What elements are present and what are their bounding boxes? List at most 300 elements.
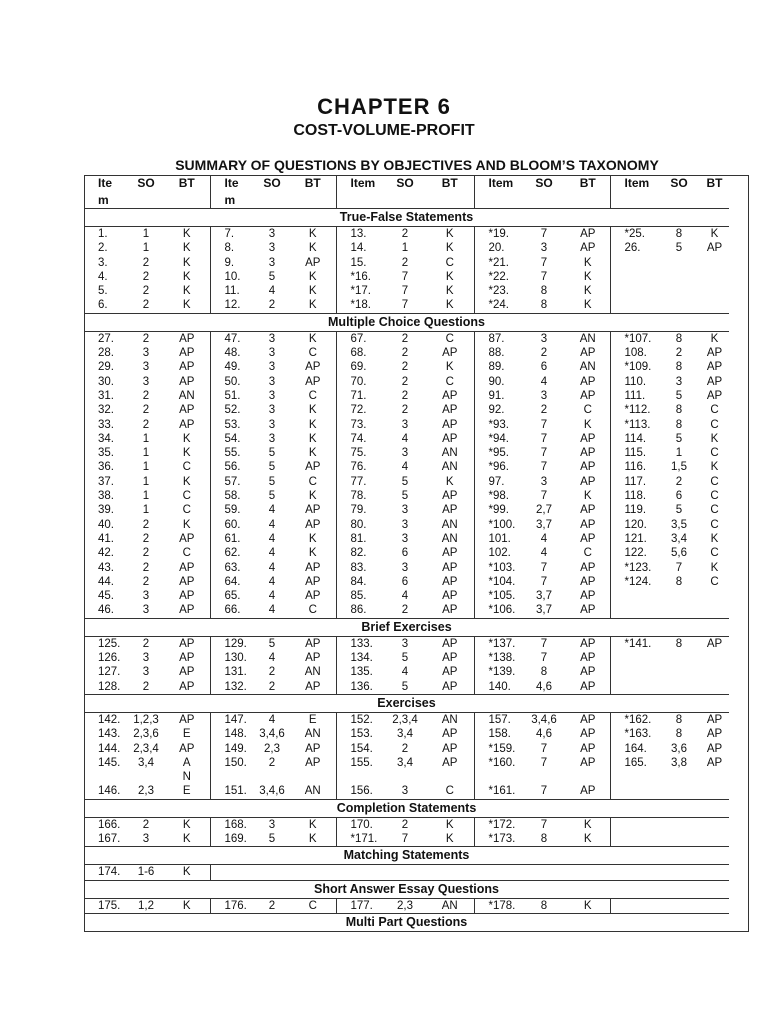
table-row: [84, 284, 729, 298]
table-cell: [336, 770, 384, 784]
table-cell: AP: [580, 604, 596, 617]
section-title: Multiple Choice Questions: [84, 313, 729, 331]
table-row: [84, 346, 729, 360]
table-cell: AP: [442, 604, 458, 617]
table-cell: [164, 192, 210, 209]
table-cell: 1: [142, 490, 150, 503]
table-cell: 41.: [98, 532, 114, 545]
table-cell: 2: [142, 518, 150, 531]
table-cell: 140.: [474, 680, 522, 695]
table-cell: 2: [142, 680, 150, 693]
table-cell: AP: [580, 652, 596, 665]
table-cell: K: [182, 447, 191, 460]
table-cell: 122.: [610, 546, 658, 560]
table-cell: 3: [268, 818, 276, 831]
section-title: True-False Statements: [84, 209, 729, 227]
table-cell: *103.: [474, 561, 522, 575]
table-cell: 9.: [210, 256, 254, 270]
table-cell: 174.: [98, 866, 121, 879]
table-cell: AP: [179, 347, 195, 360]
table-cell: C: [445, 256, 454, 269]
table-cell: 143.: [98, 728, 121, 741]
table-cell: 11.: [210, 284, 254, 298]
table-cell: 26.: [610, 241, 658, 255]
table-cell: E: [308, 713, 317, 726]
table-cell: K: [583, 299, 592, 312]
table-cell: [700, 898, 729, 913]
table-cell: *94.: [474, 432, 522, 446]
table-cell: *93.: [474, 418, 522, 432]
table-cell: 3,4: [397, 728, 413, 741]
table-row: [84, 227, 729, 242]
table-cell: AP: [305, 680, 321, 693]
table-cell: [700, 770, 729, 784]
table-cell: 4.: [98, 270, 108, 283]
table-cell: 82.: [336, 546, 384, 560]
table-cell: 7: [540, 447, 548, 460]
table-cell: 115.: [610, 446, 658, 460]
table-cell: AP: [706, 713, 723, 726]
table-row: [84, 460, 729, 474]
table-cell: 3,5: [671, 518, 687, 531]
table-row: [84, 546, 729, 560]
table-cell: 3: [268, 228, 276, 240]
table-cell: 3: [401, 785, 409, 798]
table-cell: *17.: [336, 284, 384, 298]
table-cell: C: [182, 461, 191, 474]
table-cell: 3,8: [671, 756, 687, 769]
table-cell: [658, 898, 700, 913]
table-cell: AN: [579, 361, 596, 374]
table-cell: 1: [401, 242, 409, 255]
table-cell: C: [710, 575, 719, 588]
empty-cell: [210, 865, 729, 880]
table-cell: K: [182, 228, 191, 240]
table-cell: 3,4,6: [531, 713, 557, 726]
table-cell: 111.: [610, 389, 658, 403]
table-cell: K: [583, 490, 592, 503]
table-cell: *22.: [474, 270, 522, 284]
table-cell: [700, 589, 729, 603]
table-cell: 5: [268, 475, 276, 488]
table-cell: C: [710, 490, 719, 503]
table-cell: 114.: [610, 432, 658, 446]
table-cell: Ite: [98, 176, 113, 190]
table-cell: 2: [142, 389, 150, 402]
table-cell: 102.: [474, 546, 522, 560]
table-cell: 2: [142, 561, 150, 574]
table-cell: K: [308, 447, 317, 460]
table-cell: 119.: [610, 503, 658, 517]
table-cell: AP: [580, 228, 596, 240]
table-cell: K: [445, 299, 454, 312]
table-cell: [658, 284, 700, 298]
section-header-row: [84, 618, 729, 636]
table-cell: 157.: [474, 712, 522, 727]
table-cell: AP: [442, 432, 458, 445]
table-row: [84, 503, 729, 517]
table-cell: 3: [540, 475, 548, 488]
table-cell: AP: [442, 418, 458, 431]
table-cell: K: [182, 256, 191, 269]
table-cell: C: [445, 785, 454, 798]
table-cell: C: [182, 547, 191, 560]
table-cell: 8: [675, 361, 683, 374]
table-cell: 2: [401, 256, 409, 269]
table-cell: 7: [540, 575, 548, 588]
table-cell: E: [182, 785, 191, 798]
table-cell: 42.: [98, 547, 114, 560]
table-cell: [658, 603, 700, 618]
table-cell: 8: [675, 418, 683, 431]
table-cell: 116.: [610, 460, 658, 474]
table-cell: 117.: [610, 475, 658, 489]
table-cell: *162.: [610, 712, 658, 727]
table-cell: K: [182, 832, 191, 845]
table-cell: 3,4,6: [259, 785, 285, 798]
table-cell: [658, 256, 700, 270]
table-row: [84, 603, 729, 618]
table-cell: [474, 770, 522, 784]
table-cell: 56.: [210, 460, 254, 474]
table-cell: A: [182, 756, 191, 769]
table-cell: C: [710, 475, 719, 488]
table-cell: 73.: [336, 418, 384, 432]
table-cell: *21.: [474, 256, 522, 270]
table-cell: K: [308, 228, 317, 240]
table-cell: 110.: [610, 375, 658, 389]
table-cell: AN: [304, 785, 321, 798]
table-cell: 3: [268, 389, 276, 402]
table-cell: [700, 651, 729, 665]
table-cell: 5: [675, 389, 683, 402]
table-cell: 8: [540, 285, 548, 298]
table-row: [84, 756, 729, 770]
table-cell: 150.: [210, 756, 254, 770]
table-cell: *18.: [336, 298, 384, 313]
table-cell: K: [710, 561, 719, 574]
table-cell: K: [308, 832, 317, 845]
table-cell: *113.: [610, 418, 658, 432]
table-cell: C: [308, 389, 317, 402]
table-cell: 3: [540, 389, 548, 402]
table-cell: AP: [706, 637, 723, 650]
table-cell: AP: [706, 361, 723, 374]
table-cell: AP: [442, 547, 458, 560]
table-cell: 133.: [336, 636, 384, 651]
table-cell: K: [583, 899, 592, 912]
table-cell: *163.: [610, 727, 658, 741]
table-cell: 64.: [210, 575, 254, 589]
table-row: [84, 518, 729, 532]
table-cell: [610, 680, 658, 695]
table-cell: 12.: [210, 298, 254, 313]
section-header-row: [84, 799, 729, 817]
table-row: [84, 770, 729, 784]
table-cell: 155.: [336, 756, 384, 770]
table-cell: [522, 192, 566, 209]
table-cell: 34.: [98, 432, 114, 445]
table-cell: 154.: [336, 742, 384, 756]
table-cell: 2: [675, 347, 683, 360]
table-cell: 39.: [98, 504, 114, 517]
table-cell: [610, 770, 658, 784]
table-cell: 152.: [336, 712, 384, 727]
table-cell: 2: [401, 228, 409, 240]
table-cell: AP: [442, 590, 458, 603]
table-row: [84, 489, 729, 503]
table-cell: 6: [401, 575, 409, 588]
table-cell: 8.: [210, 241, 254, 255]
table-cell: 3: [401, 532, 409, 545]
table-row: [84, 712, 729, 727]
table-cell: *173.: [474, 832, 522, 847]
table-cell: 35.: [98, 447, 114, 460]
table-cell: 2: [675, 475, 683, 488]
table-cell: K: [445, 242, 454, 255]
table-row: [84, 389, 729, 403]
section-title: Short Answer Essay Questions: [84, 880, 729, 898]
table-cell: K: [308, 490, 317, 503]
table-cell: [474, 192, 522, 209]
table-cell: 175.: [98, 899, 121, 912]
table-cell: 4: [268, 532, 276, 545]
table-cell: SO: [396, 176, 414, 190]
table-cell: K: [308, 242, 317, 255]
table-cell: [610, 651, 658, 665]
table-cell: K: [182, 299, 191, 312]
table-cell: AP: [442, 666, 458, 679]
table-cell: K: [182, 242, 191, 255]
table-cell: AN: [441, 899, 458, 912]
table-cell: [658, 832, 700, 847]
table-cell: 14.: [336, 241, 384, 255]
table-cell: 130.: [210, 651, 254, 665]
table-row: [84, 403, 729, 417]
table-cell: 77.: [336, 475, 384, 489]
table-cell: Ite: [210, 175, 254, 192]
table-row: [84, 665, 729, 679]
table-cell: AP: [179, 666, 195, 679]
table-cell: Item: [474, 175, 522, 192]
table-cell: 45.: [98, 590, 114, 603]
table-cell: *123.: [610, 561, 658, 575]
table-cell: AP: [580, 432, 596, 445]
table-cell: AP: [442, 728, 458, 741]
table-cell: [384, 192, 426, 209]
table-cell: 2,3,6: [133, 728, 159, 741]
table-cell: [566, 192, 610, 209]
table-cell: 5: [268, 832, 276, 845]
table-cell: [700, 665, 729, 679]
table-cell: C: [445, 332, 454, 345]
table-cell: 2: [268, 680, 276, 693]
table-cell: AP: [706, 728, 723, 741]
table-cell: BT: [178, 176, 195, 190]
summary-heading: SUMMARY OF QUESTIONS BY OBJECTIVES AND BLOOM’S TAXONOMY: [175, 157, 659, 173]
table-cell: AP: [706, 375, 723, 388]
table-cell: 83.: [336, 561, 384, 575]
table-cell: AN: [441, 447, 458, 460]
table-cell: [610, 192, 658, 209]
table-cell: [426, 192, 474, 209]
table-cell: AP: [580, 637, 596, 650]
table-cell: C: [710, 404, 719, 417]
table-cell: 1: [142, 242, 150, 255]
section-title: Multi Part Questions: [84, 913, 729, 931]
table-cell: [128, 192, 164, 209]
table-cell: C: [182, 490, 191, 503]
table-cell: 128.: [98, 680, 121, 693]
table-cell: 3: [268, 375, 276, 388]
table-cell: *19.: [474, 227, 522, 242]
table-cell: 50.: [210, 375, 254, 389]
table-row: [84, 298, 729, 313]
table-cell: K: [182, 818, 191, 831]
table-cell: m: [210, 192, 254, 209]
table-cell: [700, 298, 729, 313]
table-cell: [700, 256, 729, 270]
table-cell: AP: [305, 756, 321, 769]
table-cell: 3: [675, 375, 683, 388]
table-cell: 2: [401, 404, 409, 417]
table-cell: K: [445, 361, 454, 374]
table-cell: AP: [305, 518, 321, 531]
table-cell: 4: [268, 561, 276, 574]
table-cell: AP: [580, 785, 596, 798]
table-cell: [426, 770, 474, 784]
table-cell: 153.: [336, 727, 384, 741]
table-cell: [610, 832, 658, 847]
table-cell: Item: [610, 175, 658, 192]
table-cell: K: [445, 228, 454, 240]
table-cell: 33.: [98, 418, 114, 431]
table-cell: AP: [580, 713, 596, 726]
table-row: [84, 898, 729, 913]
table-cell: 3: [268, 256, 276, 269]
table-cell: 7: [401, 299, 409, 312]
table-cell: 132.: [210, 680, 254, 695]
table-cell: AN: [441, 532, 458, 545]
table-cell: 3: [268, 332, 276, 345]
table-cell: 164.: [610, 742, 658, 756]
table-cell: *160.: [474, 756, 522, 770]
table-cell: [290, 192, 336, 209]
table-cell: 4: [268, 547, 276, 560]
table-cell: [610, 898, 658, 913]
table-cell: AP: [305, 590, 321, 603]
table-cell: AP: [706, 756, 723, 769]
taxonomy-table-body: [84, 175, 729, 931]
table-cell: 8: [540, 299, 548, 312]
table-cell: 3,4: [671, 532, 687, 545]
table-cell: 67.: [336, 331, 384, 346]
table-cell: 86.: [336, 603, 384, 618]
table-cell: 6: [401, 547, 409, 560]
table-cell: K: [308, 299, 317, 312]
table-cell: 37.: [98, 475, 114, 488]
table-cell: AP: [580, 742, 596, 755]
table-cell: 36.: [98, 461, 114, 474]
table-cell: 7: [540, 637, 548, 650]
table-cell: [610, 589, 658, 603]
table-cell: 7: [675, 561, 683, 574]
table-cell: *109.: [610, 360, 658, 374]
table-cell: AP: [442, 561, 458, 574]
table-cell: 125.: [98, 637, 121, 650]
table-cell: SO: [535, 176, 553, 190]
table-cell: 3: [142, 832, 150, 845]
table-cell: [700, 192, 729, 209]
table-cell: C: [308, 347, 317, 360]
table-row: [84, 432, 729, 446]
table-cell: 3: [142, 604, 150, 617]
table-cell: AP: [305, 561, 321, 574]
table-cell: 7: [540, 256, 548, 269]
table-cell: 2: [268, 756, 276, 769]
table-cell: AN: [441, 461, 458, 474]
table-cell: 74.: [336, 432, 384, 446]
table-cell: AP: [580, 447, 596, 460]
table-cell: 1: [142, 432, 150, 445]
table-cell: 135.: [336, 665, 384, 679]
table-cell: 5: [268, 637, 276, 650]
table-cell: 5: [268, 461, 276, 474]
table-cell: 2: [142, 637, 150, 650]
table-cell: AP: [580, 347, 596, 360]
table-cell: 2: [401, 389, 409, 402]
table-cell: AP: [179, 713, 195, 726]
section-header-row: [84, 209, 729, 227]
table-cell: 1,2,3: [133, 713, 159, 726]
header-row: [84, 175, 729, 192]
table-cell: 3: [540, 242, 548, 255]
table-cell: 38.: [98, 490, 114, 503]
table-row: [84, 832, 729, 847]
table-cell: 3.: [98, 256, 108, 269]
table-cell: *105.: [474, 589, 522, 603]
table-cell: K: [182, 475, 191, 488]
table-cell: K: [182, 866, 191, 879]
table-cell: 144.: [98, 742, 121, 755]
table-cell: *137.: [474, 636, 522, 651]
table-cell: *99.: [474, 503, 522, 517]
table-cell: 2: [142, 532, 150, 545]
table-cell: 4: [268, 575, 276, 588]
table-cell: *141.: [610, 636, 658, 651]
table-cell: 7: [540, 756, 548, 769]
table-cell: 2: [401, 332, 409, 345]
table-cell: [658, 589, 700, 603]
table-cell: [610, 784, 658, 799]
table-cell: 3: [268, 242, 276, 255]
table-cell: AP: [580, 666, 596, 679]
table-cell: Item: [336, 175, 384, 192]
table-cell: [610, 256, 658, 270]
table-cell: 4: [540, 532, 548, 545]
table-row: [84, 475, 729, 489]
table-cell: 69.: [336, 360, 384, 374]
table-cell: 3: [142, 347, 150, 360]
table-cell: K: [583, 818, 592, 831]
table-cell: 6: [675, 490, 683, 503]
table-cell: AP: [179, 652, 195, 665]
table-cell: 3,4: [397, 756, 413, 769]
table-cell: [658, 680, 700, 695]
table-cell: 4: [268, 504, 276, 517]
table-cell: AP: [580, 389, 596, 402]
table-cell: K: [710, 461, 719, 474]
